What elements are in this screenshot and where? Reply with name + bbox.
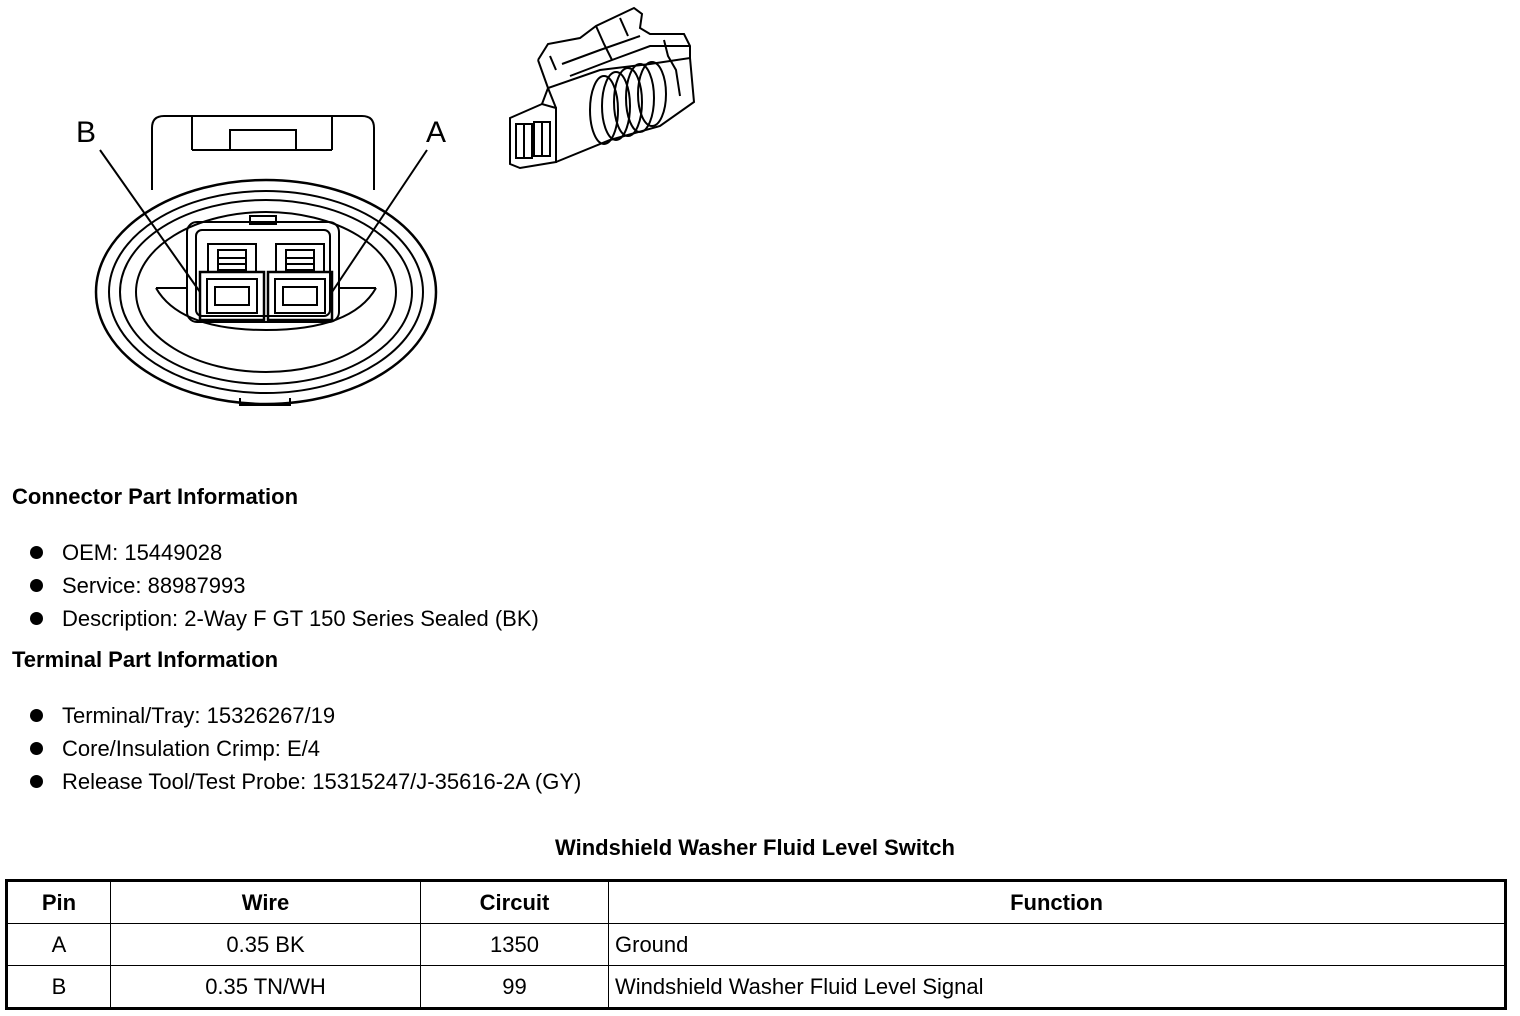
cell-circuit: 1350 [421, 924, 609, 966]
connector-diagram [0, 0, 760, 420]
terminal-part-info-list [30, 699, 581, 798]
bullet-icon [30, 742, 43, 755]
column-header-function: Function [609, 881, 1506, 924]
connector-perspective-view [510, 8, 694, 168]
cell-wire: 0.35 BK [111, 924, 421, 966]
list-item [30, 569, 539, 602]
connector-part-info-list [30, 536, 539, 635]
connector-description: Description: 2-Way F GT 150 Series Sealed (BK) [62, 606, 539, 631]
connector-part-info-heading: Connector Part Information [12, 484, 299, 509]
list-item [30, 602, 539, 635]
oem-number: OEM: 15449028 [62, 540, 223, 565]
release-tool: Release Tool/Test Probe: 15315247/J-35616-2A (GY) [62, 769, 582, 794]
column-header-wire: Wire [111, 881, 421, 924]
list-item [30, 699, 581, 732]
cell-pin: A [7, 924, 111, 966]
cell-function: Ground [609, 924, 1506, 966]
list-item [30, 765, 581, 798]
bullet-icon [30, 546, 43, 559]
table-row [7, 966, 1506, 1009]
column-header-pin: Pin [7, 881, 111, 924]
crimp-info: Core/Insulation Crimp: E/4 [62, 736, 320, 761]
list-item [30, 536, 539, 569]
list-item [30, 732, 581, 765]
pinout-table [5, 879, 1507, 1010]
terminal-tray: Terminal/Tray: 15326267/19 [62, 703, 336, 728]
service-number: Service: 88987993 [62, 573, 246, 598]
table-row [7, 924, 1506, 966]
terminal-part-info-heading: Terminal Part Information [12, 647, 279, 672]
pin-b-label: B [76, 116, 97, 149]
cell-pin: B [7, 966, 111, 1009]
column-header-circuit: Circuit [421, 881, 609, 924]
bullet-icon [30, 709, 43, 722]
bullet-icon [30, 775, 43, 788]
cell-circuit: 99 [421, 966, 609, 1009]
bullet-icon [30, 579, 43, 592]
table-header-row [7, 881, 1506, 924]
table-title: Windshield Washer Fluid Level Switch [555, 835, 955, 860]
cell-function: Windshield Washer Fluid Level Signal [609, 966, 1506, 1009]
bullet-icon [30, 612, 43, 625]
pin-a-label: A [426, 116, 447, 149]
cell-wire: 0.35 TN/WH [111, 966, 421, 1009]
